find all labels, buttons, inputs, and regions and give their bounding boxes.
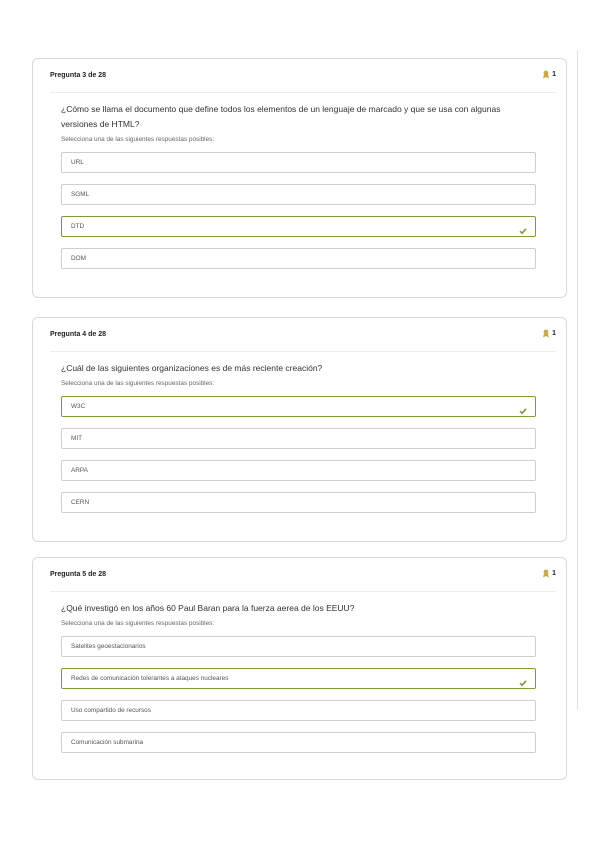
question-card-4	[32, 317, 567, 542]
question-text: ¿Cómo se llama el documento que define todos los elementos de un lenguaje de marcado y que se usa con algunas versiones de HTML?	[61, 104, 501, 129]
answer-option[interactable]	[61, 636, 536, 657]
answer-option-label: MIT	[71, 435, 83, 442]
check-icon	[519, 674, 527, 692]
answer-instructions: Selecciona una de las siguientes respuestas posibles:	[61, 380, 215, 387]
question-header	[50, 558, 556, 592]
answer-option-correct[interactable]	[61, 396, 536, 417]
answer-option-label: SGML	[71, 191, 90, 198]
answer-option-label: DOM	[71, 255, 86, 262]
answer-option-label: URL	[71, 159, 84, 166]
answer-option[interactable]	[61, 248, 536, 269]
answer-option[interactable]	[61, 184, 536, 205]
answer-option[interactable]	[61, 700, 536, 721]
answer-option-label: Satelites geoestacionarios	[71, 643, 146, 650]
answer-option-label: DTD	[71, 223, 85, 230]
answer-option-label: W3C	[71, 403, 86, 410]
answer-option[interactable]	[61, 460, 536, 481]
answer-instructions: Selecciona una de las siguientes respuestas posibles:	[61, 620, 215, 627]
answer-option-label: CERN	[71, 499, 90, 506]
question-text: ¿Cuál de las siguientes organizaciones es de más reciente creación?	[61, 363, 323, 373]
award-icon	[542, 329, 550, 338]
answer-option-correct[interactable]	[61, 668, 536, 689]
scroll-divider	[577, 50, 578, 710]
points-value: 1	[552, 71, 556, 78]
points-indicator	[542, 569, 556, 578]
answer-option-label: Comunicación submarina	[71, 739, 144, 746]
question-card-5	[32, 557, 567, 780]
question-title: Pregunta 5 de 28	[50, 571, 107, 578]
answer-option-label: Uso compartido de recursos	[71, 707, 151, 714]
answer-option[interactable]	[61, 152, 536, 173]
answer-option-correct[interactable]	[61, 216, 536, 237]
points-indicator	[542, 70, 556, 79]
answer-instructions: Selecciona una de las siguientes respuestas posibles:	[61, 136, 215, 143]
answer-option-label: ARPA	[71, 467, 88, 474]
points-value: 1	[552, 330, 556, 337]
question-title: Pregunta 4 de 28	[50, 331, 107, 338]
check-icon	[519, 222, 527, 240]
points-value: 1	[552, 570, 556, 577]
question-title: Pregunta 3 de 28	[50, 72, 107, 79]
question-card-3	[32, 58, 567, 298]
question-text: ¿Qué investigó en los años 60 Paul Baran para la fuerza aerea de los EEUU?	[61, 603, 355, 613]
answer-option-label: Redes de comunicación tolerantes a ataques nucleares	[71, 675, 229, 682]
answer-option[interactable]	[61, 428, 536, 449]
points-indicator	[542, 329, 556, 338]
answer-option[interactable]	[61, 732, 536, 753]
answer-option[interactable]	[61, 492, 536, 513]
question-header	[50, 59, 556, 93]
question-header	[50, 318, 556, 352]
award-icon	[542, 70, 550, 79]
award-icon	[542, 569, 550, 578]
check-icon	[519, 402, 527, 420]
